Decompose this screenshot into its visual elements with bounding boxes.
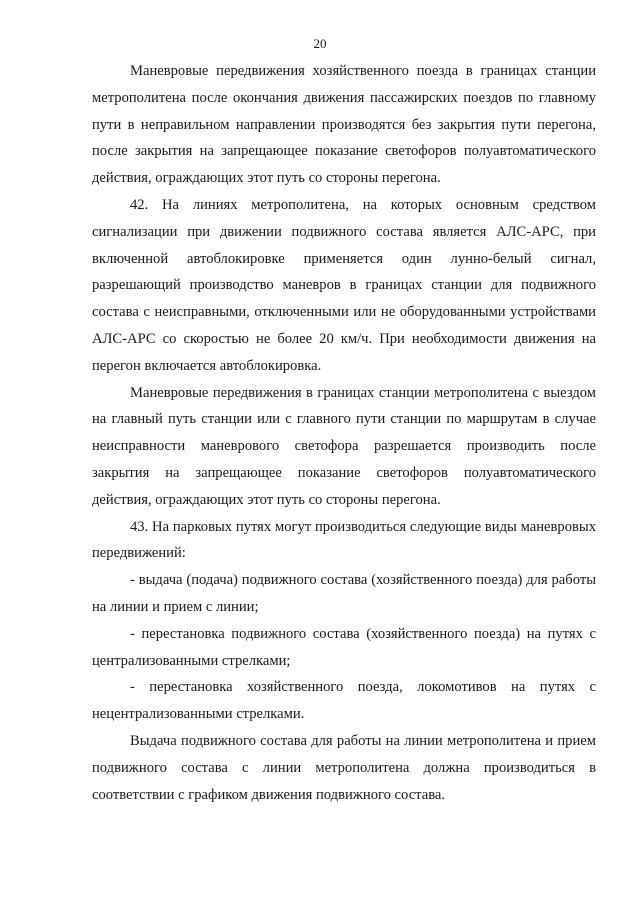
paragraph-dispatch-schedule: Выдача подвижного состава для работы на линии метрополитена и прием подвижного состава с линии метрополитена должна производиться в соответствии с графиком движения подвижного состава. bbox=[92, 732, 596, 803]
document-body bbox=[92, 58, 596, 808]
paragraph-clause-42: 42. На линиях метрополитена, на которых основным средством сигнализации при движении подвижного состава является АЛС-АРС, при включенной автоблокировке применяется один лунно-белый сигнал, разрешающий производство маневров в границах станции для подвижного состава с неисправными, отключенными или не оборудованными устройствами АЛС-АРС со скоростью не более 20 км/ч. При необходимости движения на перегон включается автоблокировка. bbox=[92, 196, 596, 374]
list-item-centralized-switches: - перестановка подвижного состава (хозяйственного поезда) на путях с централизованными стрелками; bbox=[92, 625, 596, 669]
list-item-dispatch: - выдача (подача) подвижного состава (хозяйственного поезда) для работы на линии и прием с линии; bbox=[92, 572, 596, 615]
list-item-non-centralized-switches: - перестановка хозяйственного поезда, локомотивов на путях с нецентрализованными стрелками. bbox=[92, 679, 596, 723]
page-number: 20 bbox=[313, 36, 327, 51]
paragraph-shunting-main-track: Маневровые передвижения хозяйственного поезда в границах станции метрополитена после окончания движения пассажирских поездов по главному пути в неправильном направлении производятся без закрытия пути перегона, после закрытия на запрещающее показание светофоров полуавтоматического действия, ограждающих этот путь со стороны перегона. bbox=[92, 63, 596, 187]
paragraph-shunting-station-exit: Маневровые передвижения в границах станции метрополитена с выездом на главный путь станции или с главного пути станции по маршрутам в случае неисправности маневрового светофора разрешается производить после закрытия на запрещающее показание светофоров полуавтоматического действия, ограждающих этот путь со стороны перегона. bbox=[92, 384, 596, 508]
paragraph-clause-43: 43. На парковых путях могут производиться следующие виды маневровых передвижений: bbox=[92, 518, 596, 562]
